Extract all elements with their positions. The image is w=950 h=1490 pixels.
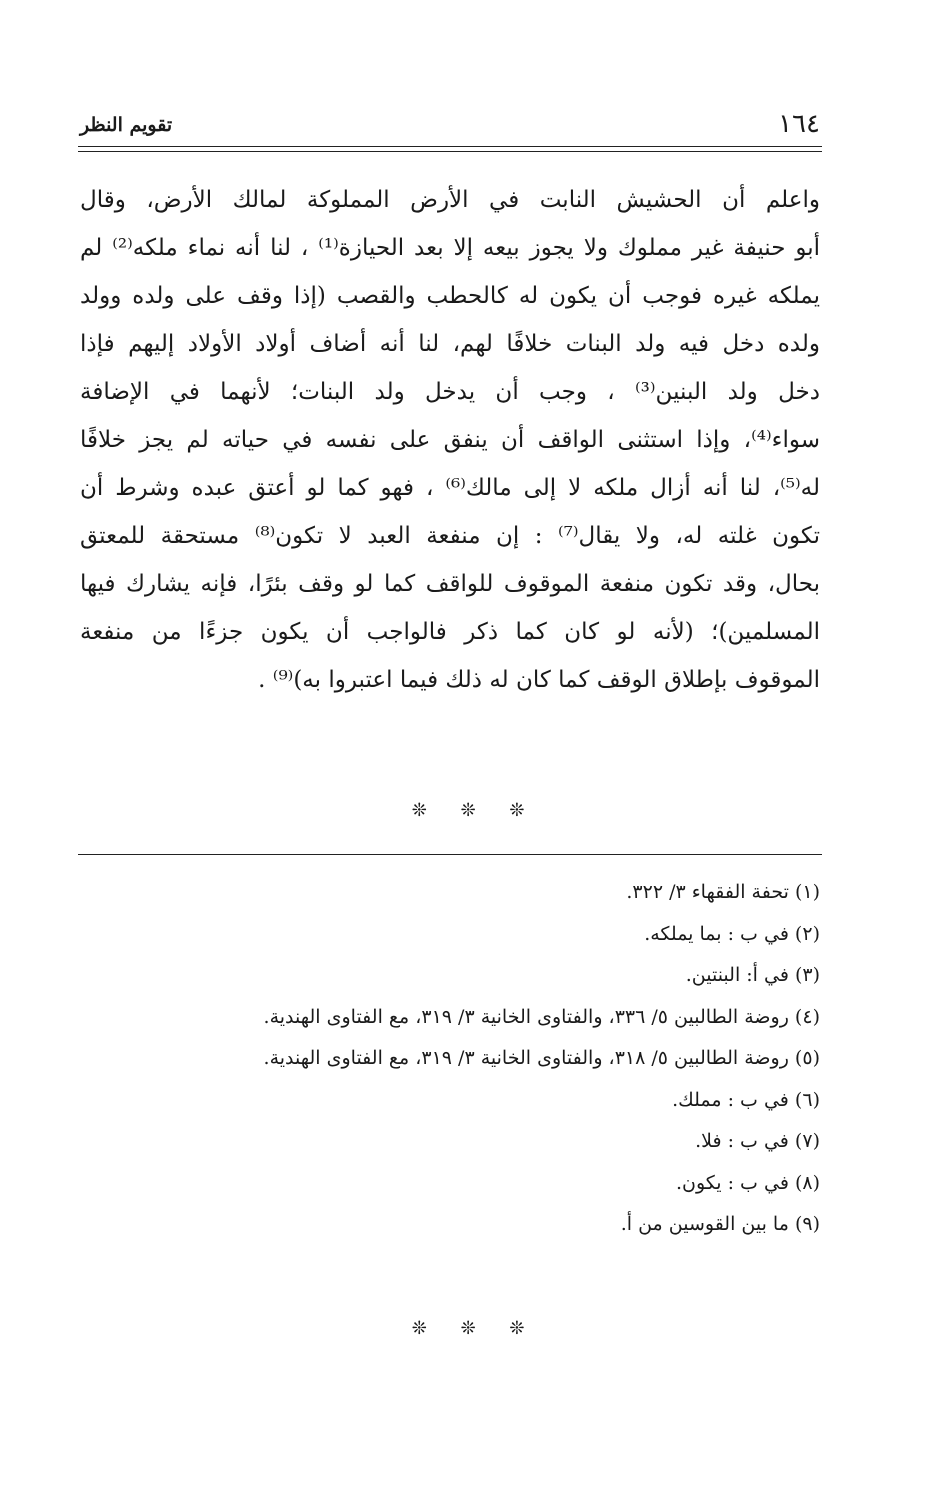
text-line: سواء⁽⁴⁾، وإذا استثنى الواقف أن ينفق على نفسه في حياته لم يجز خلافًا (80, 427, 820, 453)
footnote-rule (78, 854, 822, 855)
text-line: له⁽⁵⁾، لنا أنه أزال ملكه لا إلى مالك⁽⁶⁾ ، فهو كما لو أعتق عبده وشرط أن (80, 475, 820, 501)
text-line: دخل ولد البنين⁽³⁾ ، وجب أن يدخل ولد البنات؛ لأنهما في الإضافة (80, 379, 820, 405)
footnote-item: (٢) في ب : بما يملكه. (644, 922, 820, 945)
page-number: ١٦٤ (778, 109, 820, 139)
main-text (80, 176, 820, 704)
page-header (80, 108, 820, 142)
text-line: بحال، وقد تكون منفعة الموقوف للواقف كما لو وقف بئرًا، فإنه يشارك فيها (80, 571, 820, 597)
header-rule-secondary (78, 151, 822, 152)
footnote-item: (٧) في ب : فلا. (695, 1130, 820, 1152)
footnotes (80, 872, 820, 1246)
text-line: أبو حنيفة غير مملوك ولا يجوز بيعه إلا بعد الحيازة⁽¹⁾ ، لنا أنه نماء ملكه⁽²⁾ لم (80, 235, 820, 261)
text-line: الموقوف بإطلاق الوقف كما كان له ذلك فيما اعتبروا به)⁽⁹⁾ . (258, 667, 820, 693)
footnote-item: (٦) في ب : مملك. (672, 1088, 820, 1111)
running-title: تقويم النظر (80, 114, 173, 136)
text-line: تكون غلته له، ولا يقال⁽⁷⁾ : إن منفعة العبد لا تكون⁽⁸⁾ مستحقة للمعتق (80, 523, 820, 549)
footnote-item: (٨) في ب : يكون. (675, 1171, 820, 1194)
footnote-item: (٥) روضة الطالبين ٥/ ٣١٨، والفتاوى الخانية ٣/ ٣١٩، مع الفتاوى الهندية. (263, 1047, 820, 1069)
footnote-item: (١) تحفة الفقهاء ٣/ ٣٢٢. (626, 881, 820, 903)
footnote-item: (٤) روضة الطالبين ٥/ ٣٣٦، والفتاوى الخانية ٣/ ٣١٩، مع الفتاوى الهندية. (263, 1005, 820, 1028)
text-line: ولده دخل فيه ولد البنات خلافًا لهم، لنا أنه أضاف أولاد الأولاد إليهم فإذا (80, 331, 820, 357)
section-separator: ❊ ❊ ❊ (411, 800, 539, 821)
footnote-item: (٣) في أ: البنتين. (685, 964, 820, 986)
text-line: المسلمين)؛ (لأنه لو كان كما ذكر فالواجب أن يكون جزءًا من منفعة (80, 619, 820, 645)
text-line: واعلم أن الحشيش النابت في الأرض المملوكة لمالك الأرض، وقال (80, 187, 820, 213)
end-separator: ❊ ❊ ❊ (411, 1318, 539, 1339)
header-rule (78, 146, 822, 147)
text-line: يملكه غيره فوجب أن يكون له كالحطب والقصب (إذا وقف على ولده وولد (80, 283, 820, 309)
footnote-item: (٩) ما بين القوسين من أ. (620, 1213, 820, 1235)
